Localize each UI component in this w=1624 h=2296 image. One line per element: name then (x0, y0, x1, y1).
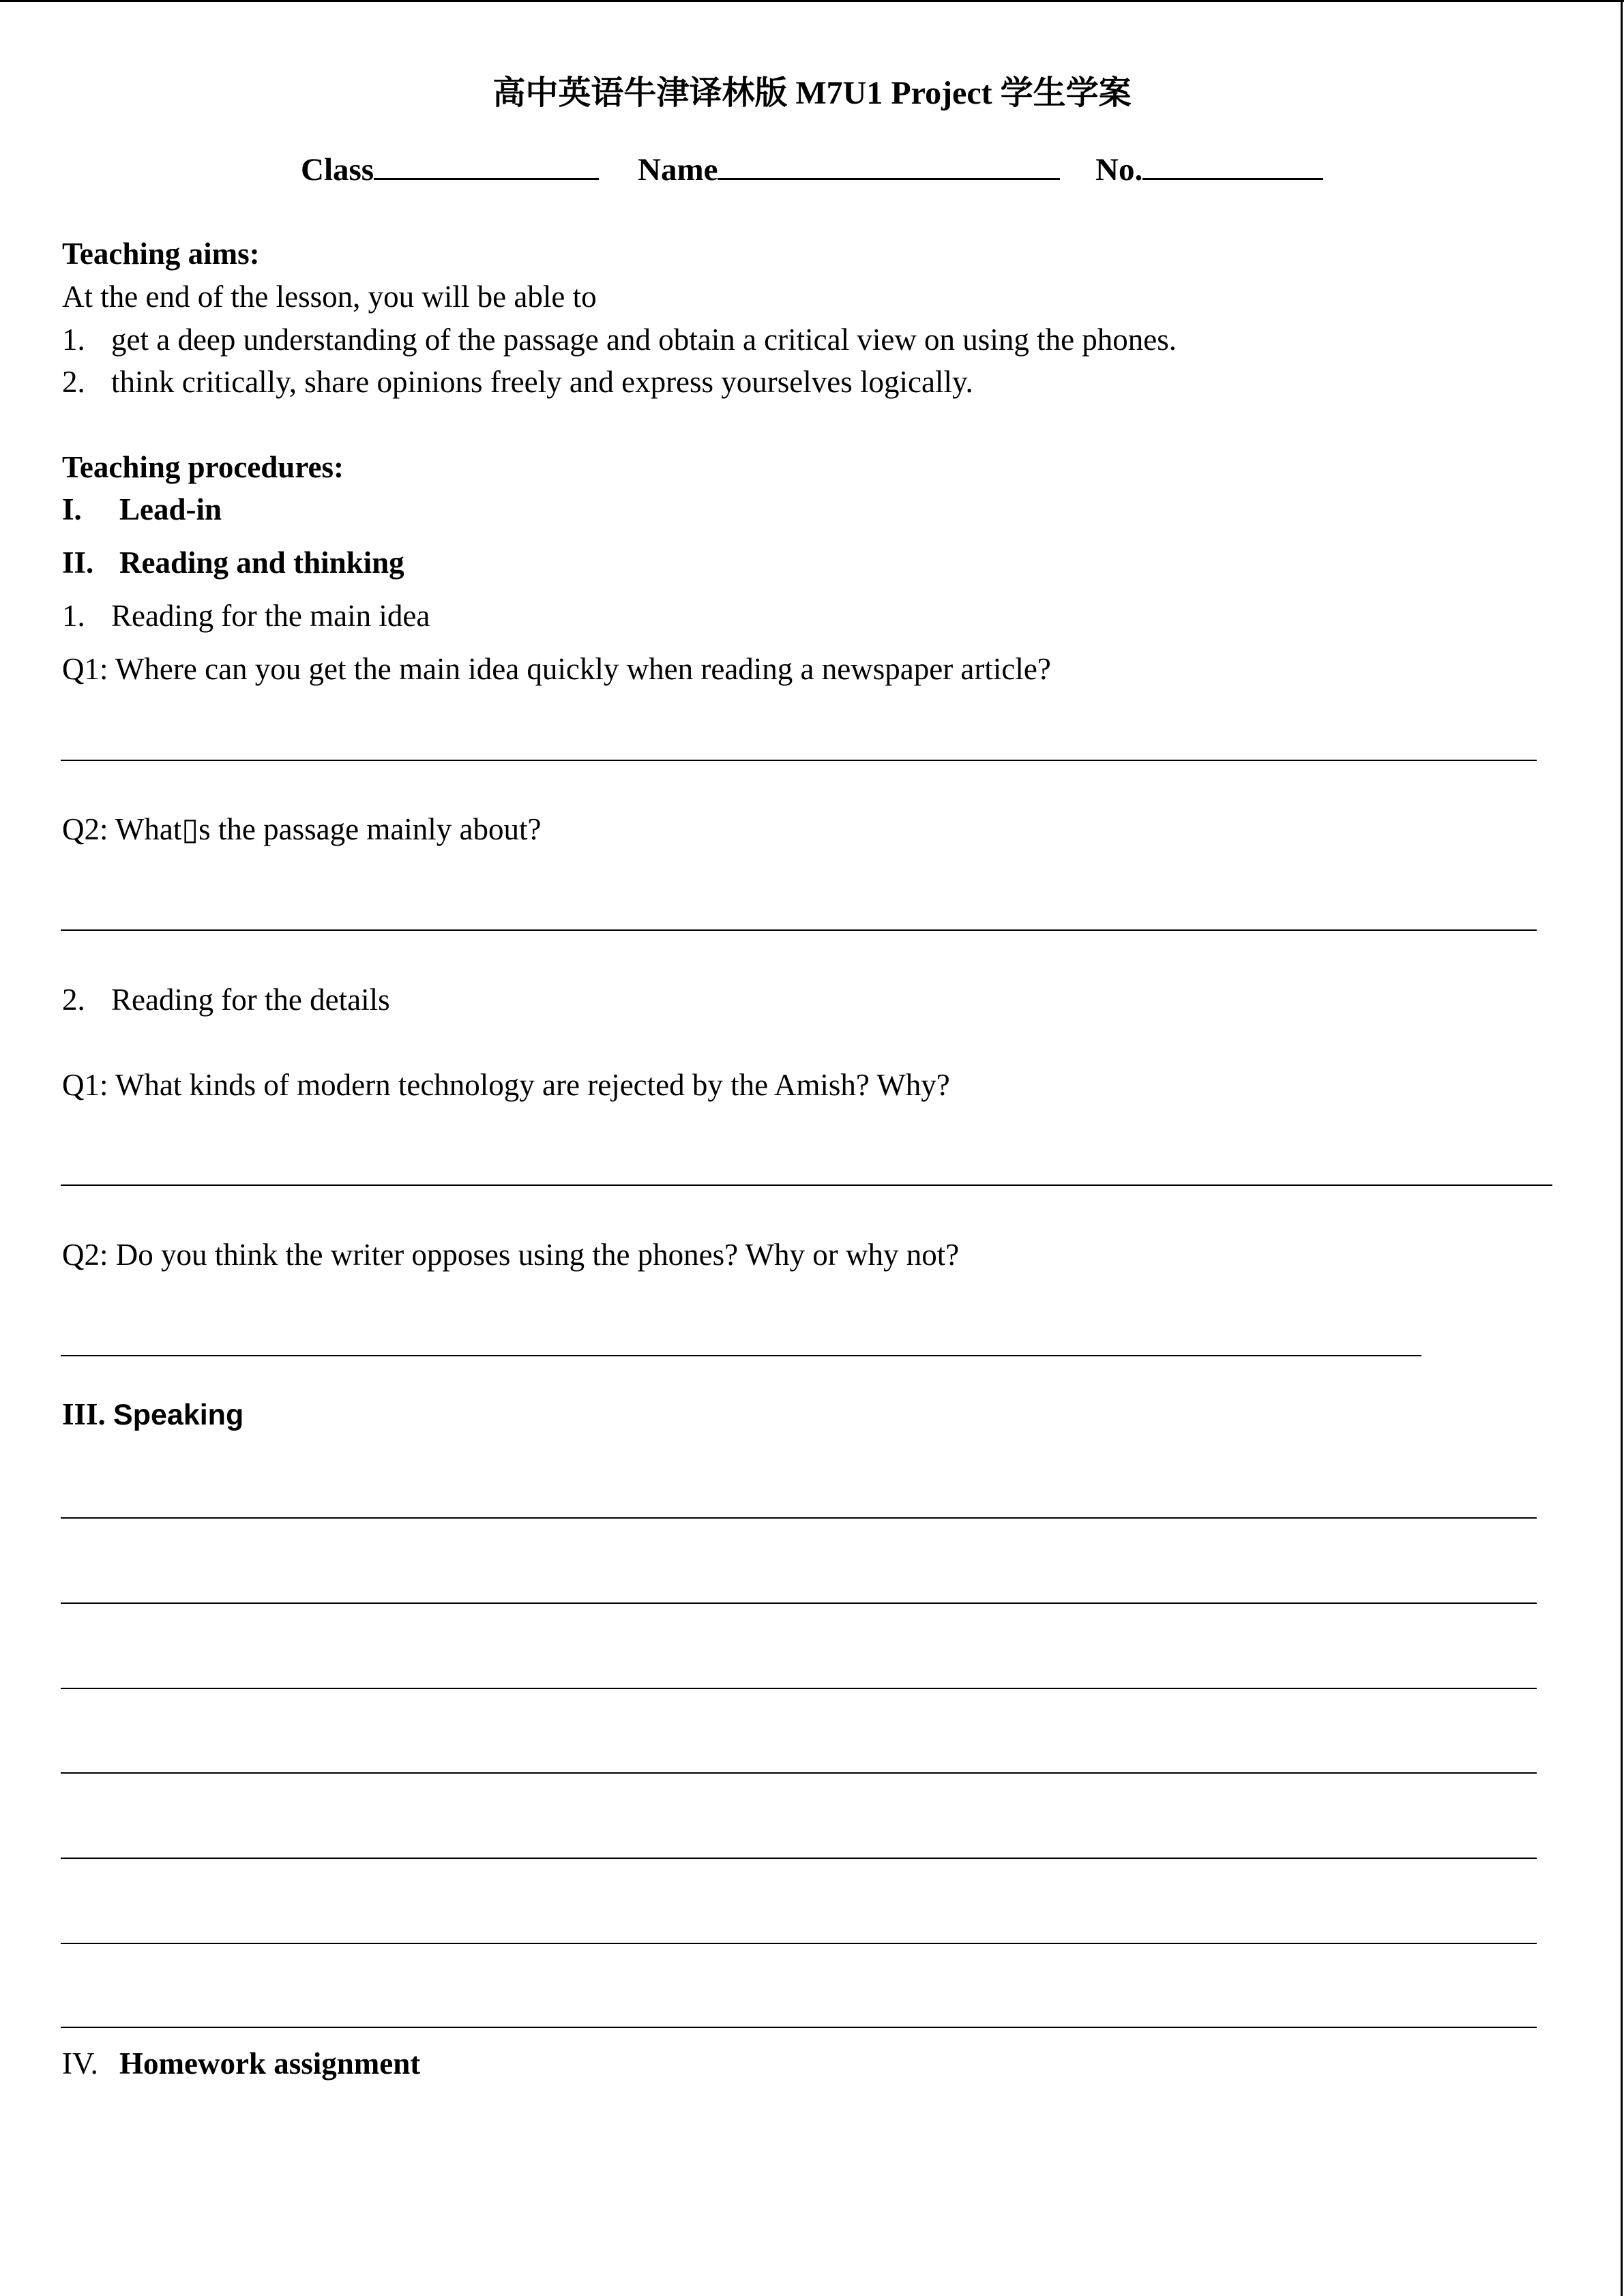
no-blank[interactable] (1142, 153, 1323, 180)
speaking-answer-line[interactable] (61, 2027, 1537, 2028)
name-label: Name (638, 152, 718, 188)
procedures-heading: Teaching procedures: (62, 450, 344, 484)
question-details-1: Q1: What kinds of modern technology are rejected by the Amish? Why? (62, 1068, 950, 1102)
document-title: 高中英语牛津译林版 M7U1 Project 学生学案 (492, 75, 1132, 111)
speaking-answer-line[interactable] (61, 1517, 1537, 1519)
question-main-idea-2: Q2: What▯s the passage mainly about? (62, 812, 542, 846)
aims-item: 2. think critically, share opinions freely and express yourselves logically. (62, 365, 973, 399)
speaking-answer-line[interactable] (61, 1858, 1537, 1859)
answer-line[interactable] (61, 760, 1537, 761)
class-field[interactable] (301, 153, 599, 186)
page-border-right (1621, 0, 1623, 2296)
name-blank[interactable] (718, 153, 1060, 180)
section-homework: IV. Homework assignment (62, 2046, 421, 2081)
answer-line[interactable] (61, 1355, 1421, 1356)
no-field[interactable] (1095, 153, 1323, 186)
question-main-idea-1: Q1: Where can you get the main idea quickly when reading a newspaper article? (62, 652, 1051, 686)
aims-heading: Teaching aims: (62, 237, 260, 271)
question-details-2: Q2: Do you think the writer opposes using the phones? Why or why not? (62, 1238, 960, 1272)
speaking-answer-line[interactable] (61, 1943, 1537, 1944)
section-reading: II. Reading and thinking (62, 546, 404, 580)
class-blank[interactable] (374, 153, 599, 180)
answer-line[interactable] (61, 929, 1537, 931)
aims-intro: At the end of the lesson, you will be able to (62, 280, 597, 314)
page-border-top (0, 0, 1624, 2)
name-field[interactable] (638, 153, 1060, 186)
aims-item: 1. get a deep understanding of the passage and obtain a critical view on using the phones. (62, 323, 1177, 357)
no-label: No. (1095, 152, 1143, 188)
subsection-main-idea: 1. Reading for the main idea (62, 599, 430, 633)
speaking-answer-line[interactable] (61, 1772, 1537, 1774)
section-speaking: III. Speaking (62, 1397, 244, 1431)
answer-line[interactable] (61, 1184, 1552, 1186)
subsection-details: 2. Reading for the details (62, 983, 390, 1017)
class-label: Class (301, 152, 374, 188)
speaking-answer-line[interactable] (61, 1688, 1537, 1689)
speaking-answer-line[interactable] (61, 1602, 1537, 1604)
section-lead-in: I. Lead-in (62, 492, 222, 526)
